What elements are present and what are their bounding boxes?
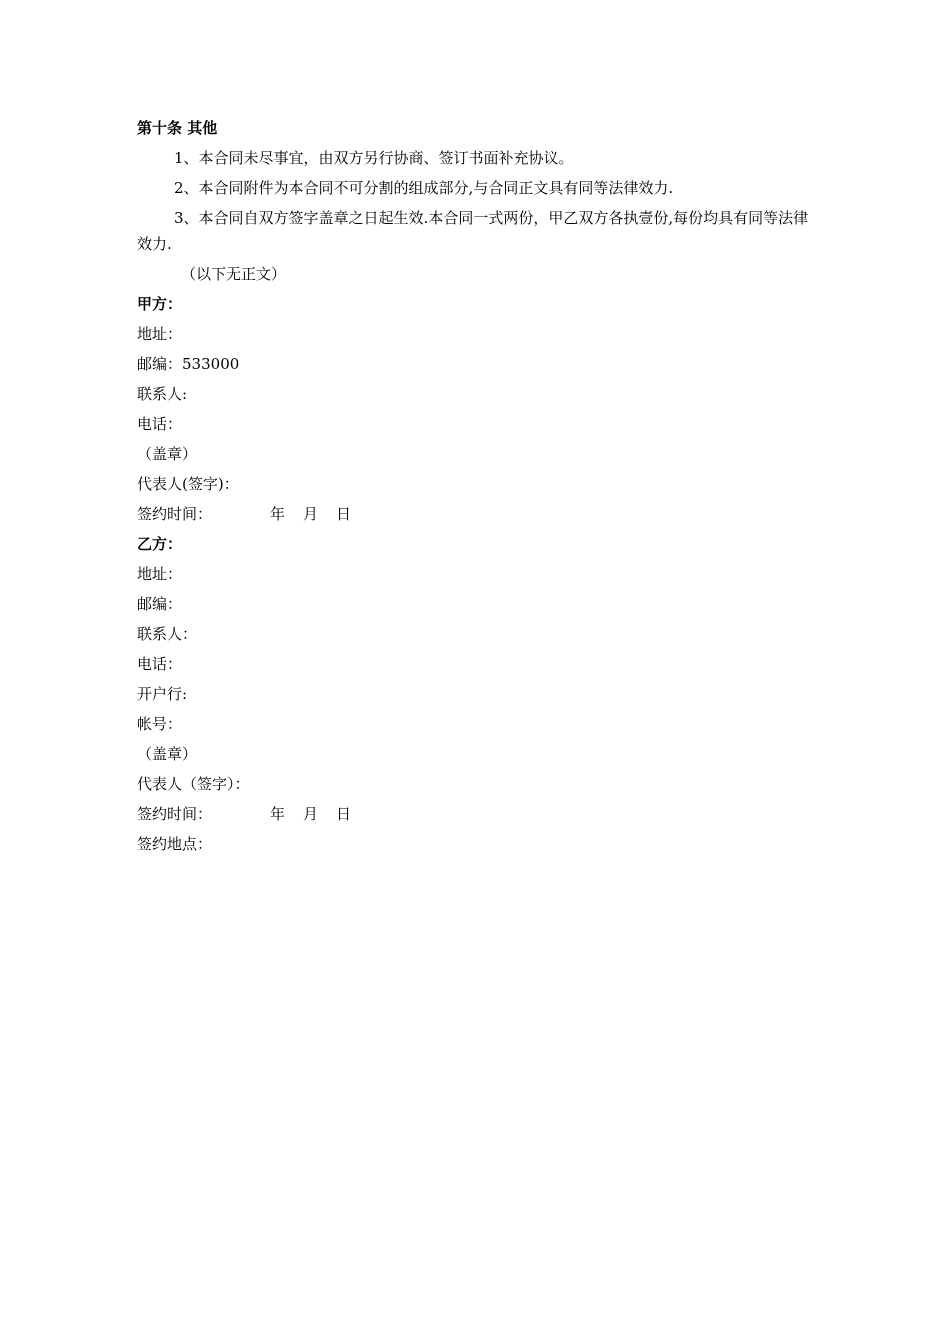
party-a-postcode-value: 533000 bbox=[182, 355, 240, 373]
end-note: （以下无正文） bbox=[181, 265, 287, 283]
clause-3: 3、本合同自双方签字盖章之日起生效.本合同一式两份，甲乙双方各执壹份,每份均具有同等法律效力. bbox=[137, 209, 809, 253]
party-b-place-label: 签约地点： bbox=[137, 835, 213, 853]
party-a-year: 年 bbox=[270, 505, 286, 523]
clause-2: 2、本合同附件为本合同不可分割的组成部分,与合同正文具有同等法律效力. bbox=[174, 179, 674, 197]
party-b-month: 月 bbox=[303, 805, 319, 823]
party-b-bank-label: 开户行: bbox=[137, 685, 188, 703]
party-a-postcode-row bbox=[137, 349, 817, 379]
party-b-year: 年 bbox=[270, 805, 286, 823]
party-b-seal-label: （盖章） bbox=[137, 745, 198, 763]
party-b-date-row bbox=[137, 799, 817, 829]
party-a-seal-label: （盖章） bbox=[137, 445, 198, 463]
party-b-rep-label: 代表人（签字）： bbox=[137, 775, 250, 793]
party-a-phone-label: 电话： bbox=[137, 415, 183, 433]
party-b-address-label: 地址： bbox=[137, 565, 183, 583]
party-a-heading: 甲方： bbox=[137, 295, 183, 313]
party-b-account-label: 帐号： bbox=[137, 715, 183, 733]
party-b-date-label: 签约时间： bbox=[137, 805, 213, 823]
party-a-contact-label: 联系人: bbox=[137, 385, 188, 403]
article-title: 第十条 其他 bbox=[137, 119, 218, 137]
party-b-phone-label: 电话： bbox=[137, 655, 183, 673]
party-a-day: 日 bbox=[336, 505, 352, 523]
party-a-date-row bbox=[137, 499, 817, 529]
party-b-heading: 乙方： bbox=[137, 535, 183, 553]
party-a-rep-label: 代表人(签字)： bbox=[137, 475, 239, 493]
party-b-contact-label: 联系人： bbox=[137, 625, 198, 643]
party-b-day: 日 bbox=[336, 805, 352, 823]
document-body bbox=[137, 113, 817, 859]
clause-1: 1、本合同未尽事宜，由双方另行协商、签订书面补充协议。 bbox=[174, 149, 574, 167]
party-a-postcode-label: 邮编： bbox=[137, 355, 183, 373]
party-a-date-label: 签约时间： bbox=[137, 505, 213, 523]
party-a-address-label: 地址： bbox=[137, 325, 183, 343]
party-b-postcode-label: 邮编： bbox=[137, 595, 183, 613]
party-a-month: 月 bbox=[303, 505, 319, 523]
